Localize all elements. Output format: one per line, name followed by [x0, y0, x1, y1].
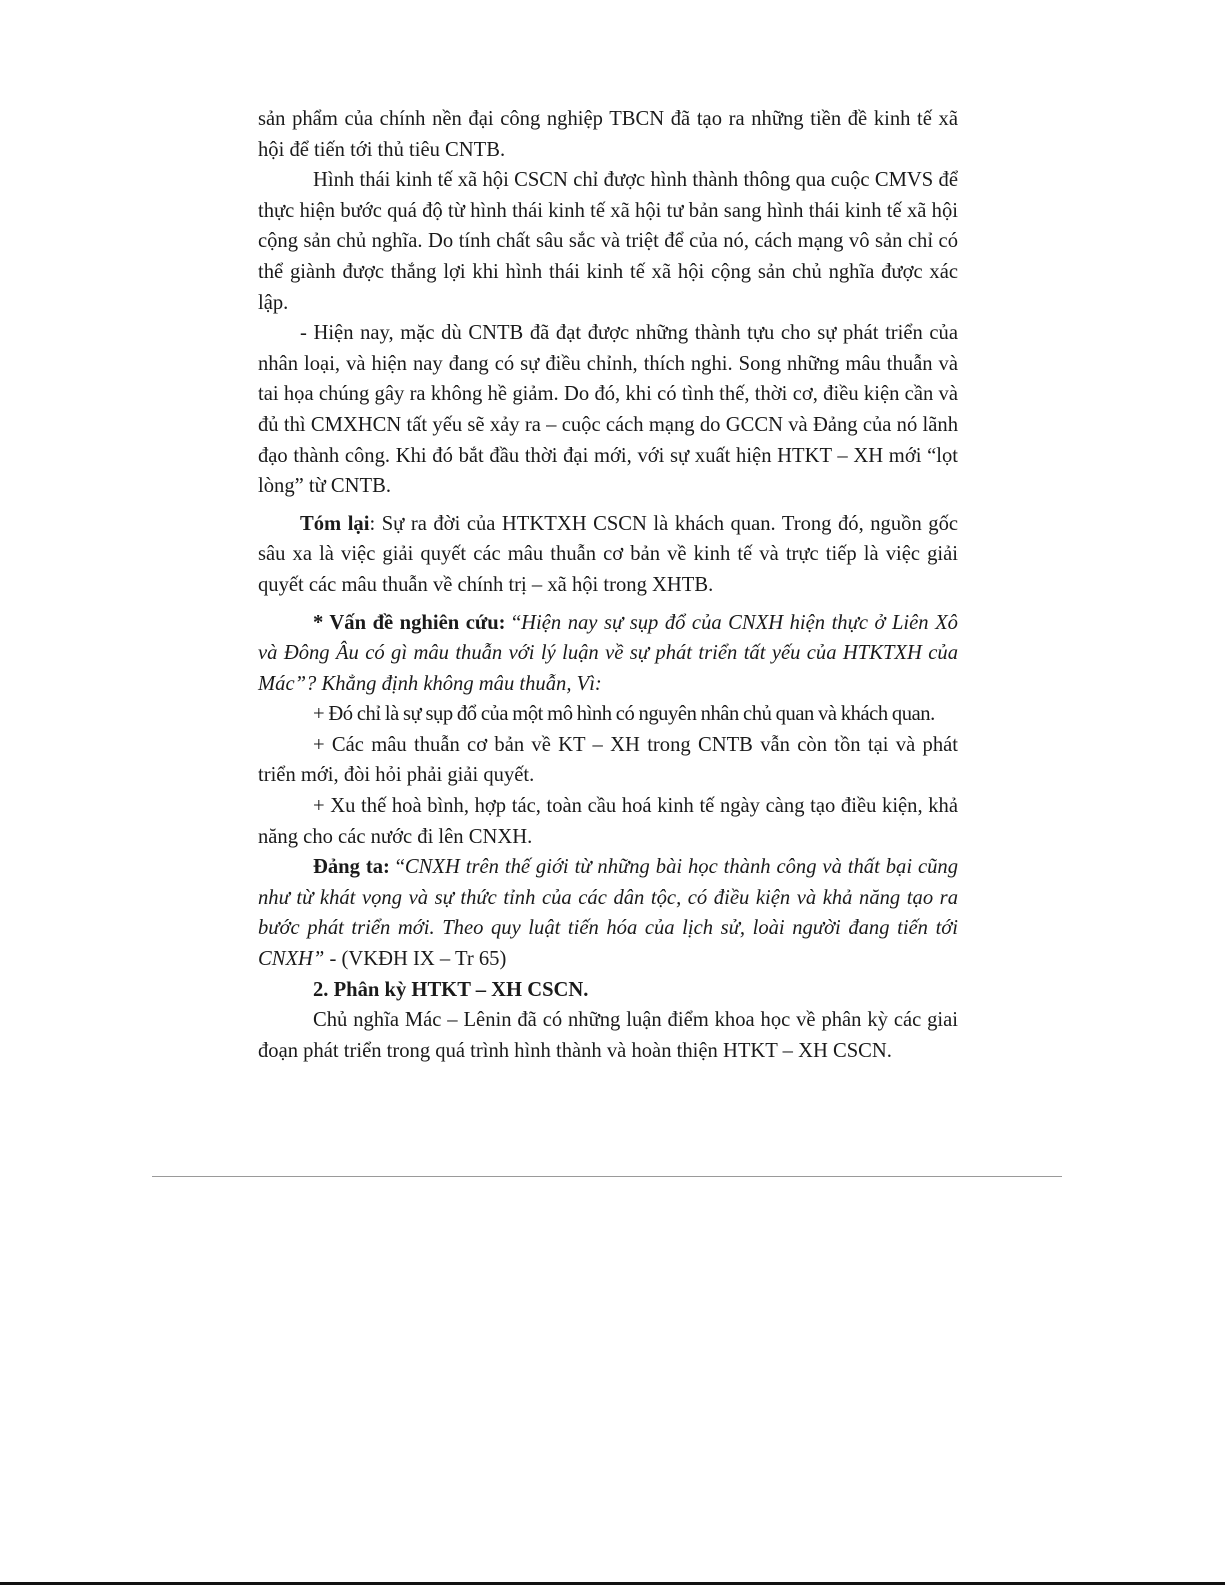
- point-3: + Xu thế hoà bình, hợp tác, toàn cầu hoá kinh tế ngày càng tạo điều kiện, khả năng cho các nước đi lên CNXH.: [258, 795, 958, 848]
- paragraph-research-question: [258, 608, 958, 700]
- party-quote-mark: “: [389, 856, 405, 879]
- party-quote-label: Đảng ta:: [313, 856, 390, 879]
- document-body: [258, 104, 958, 1066]
- party-quote-reference: - (VKĐH IX – Tr 65): [324, 948, 507, 971]
- party-quote-text: CNXH trên thế giới từ những bài học thành công và thất bại cũng như từ khát vọng và sự thức tỉnh của các dân tộc, có điều kiện và khả năng tạo ra bước phát triển mới. Theo quy luật tiến hóa của lịch sử, loài người đang tiến tới CNXH”: [258, 856, 958, 971]
- footer-divider: [152, 1176, 1062, 1177]
- research-question-quote-mark: “: [505, 611, 522, 634]
- paragraph-3: - Hiện nay, mặc dù CNTB đã đạt được những thành tựu cho sự phát triển của nhân loại, và hiện nay đang có sự điều chỉnh, thích nghi. Song những mâu thuẫn và tai họa chúng gây ra không hề giảm. Do đó, khi có tình thế, thời cơ, điều kiện cần và đủ thì CMXHCN tất yếu sẽ xảy ra – cuộc cách mạng do GCCN và Đảng của nó lãnh đạo thành công. Khi đó bắt đầu thời đại mới, với sự xuất hiện HTKT – XH mới “lọt lòng” từ CNTB.: [258, 322, 958, 498]
- paragraph-summary: [258, 509, 958, 601]
- summary-text: : Sự ra đời của HTKTXH CSCN là khách quan. Trong đó, nguồn gốc sâu xa là việc giải quyết các mâu thuẫn cơ bản về kinh tế và trực tiếp là việc giải quyết các mâu thuẫn về chính trị – xã hội trong XHTB.: [258, 512, 959, 596]
- paragraph-2: Hình thái kinh tế xã hội CSCN chỉ được hình thành thông qua cuộc CMVS để thực hiện bước quá độ từ hình thái kinh tế xã hội tư bản sang hình thái kinh tế xã hội cộng sản chủ nghĩa. Do tính chất sâu sắc và triệt để của nó, cách mạng vô sản chỉ có thể giành được thắng lợi khi hình thái kinh tế xã hội cộng sản chủ nghĩa được xác lập.: [258, 169, 958, 314]
- research-question-label: * Vấn đề nghiên cứu:: [313, 611, 506, 634]
- research-question-text: Hiện nay sự sụp đổ của CNXH hiện thực ở Liên Xô và Đông Âu có gì mâu thuẫn với lý luận về sự phát triển tất yếu của HTKTXH của Mác”? Khẳng định không mâu thuẫn, Vì:: [258, 611, 958, 695]
- point-2: + Các mâu thuẫn cơ bản về KT – XH trong CNTB vẫn còn tồn tại và phát triển mới, đòi hỏi phải giải quyết.: [258, 733, 958, 787]
- paragraph-final: Chủ nghĩa Mác – Lênin đã có những luận điểm khoa học về phân kỳ các giai đoạn phát triển trong quá trình hình thành và hoàn thiện HTKT – XH CSCN.: [258, 1009, 958, 1062]
- section-heading-2: 2. Phân kỳ HTKT – XH CSCN.: [313, 978, 589, 1001]
- paragraph-party-quote: [258, 852, 958, 974]
- summary-label: Tóm lại: [300, 512, 370, 535]
- point-1: + Đó chỉ là sự sụp đổ của một mô hình có nguyên nhân chủ quan và khách quan.: [313, 703, 935, 726]
- paragraph-1: sản phẩm của chính nền đại công nghiệp TBCN đã tạo ra những tiền đề kinh tế xã hội để tiến tới thủ tiêu CNTB.: [258, 108, 958, 161]
